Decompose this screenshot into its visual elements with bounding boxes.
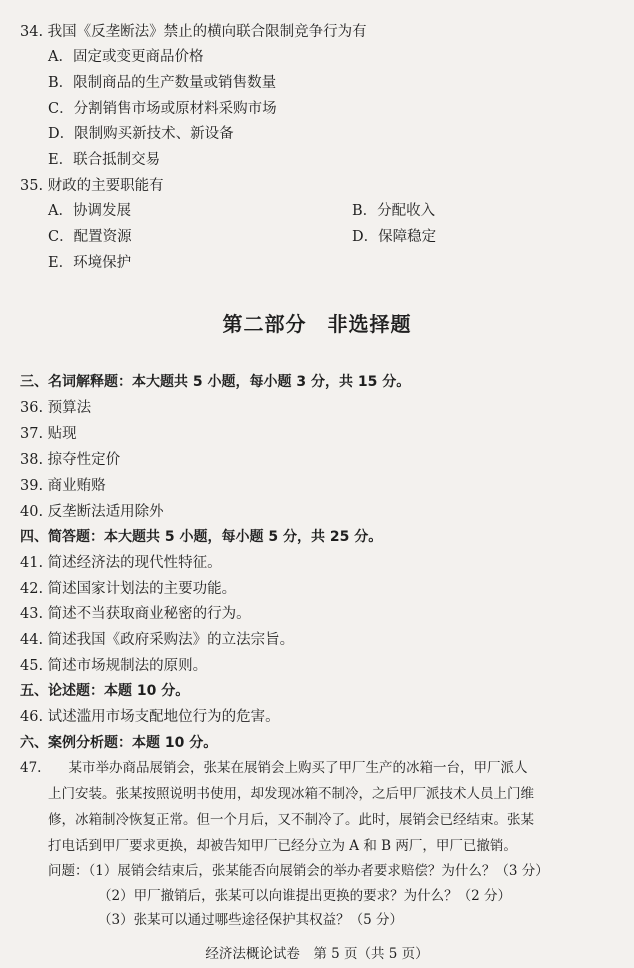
q34-option-c: C．分割销售市场或原材料采购市场 [48,101,277,117]
q43: 43. 简述不当获取商业秘密的行为。 [20,606,251,622]
part-title: 第二部分 非选择题 [222,312,412,336]
q46: 46. 试述滥用市场支配地位行为的危害。 [20,709,280,725]
q35-option-c: C．配置资源 [48,229,132,245]
q35-option-d: D．保障稳定 [352,229,437,245]
q35-option-e: E．环境保护 [48,255,132,271]
q34-option-e: E．联合抵制交易 [48,152,161,168]
case-line-4: 打电话到甲厂要求更换，却被告知甲厂已经分立为 A 和 B 两厂，甲厂已撤销。 [48,838,517,854]
case-question-2: （2）甲厂撤销后，张某可以向谁提出更换的要求？为什么？（2 分） [98,888,511,904]
case-question-3: （3）张某可以通过哪些途径保护其权益？（5 分） [98,912,403,928]
case-line-3: 修，冰箱制冷恢复正常。但一个月后，又不制冷了。此时，展销会已经结束。张某 [48,812,534,828]
q40: 40. 反垄断法适用除外 [20,504,164,520]
q44: 44. 简述我国《政府采购法》的立法宗旨。 [20,632,295,648]
case-line-2: 上门安装。张某按照说明书使用，却发现冰箱不制冷，之后甲厂派技术人员上门维 [48,786,534,802]
q39: 39. 商业贿赂 [20,478,106,494]
q34-stem: 34. 我国《反垄断法》禁止的横向联合限制竞争行为有 [20,24,367,40]
case-question-1: 问题：（1）展销会结束后，张某能否向展销会的举办者要求赔偿？为什么？（3 分） [48,863,549,879]
q45: 45. 简述市场规制法的原则。 [20,658,208,674]
section-6-header: 六、案例分析题：本题 10 分。 [20,735,218,751]
section-4-header: 四、简答题：本大题共 5 小题，每小题 5 分，共 25 分。 [20,529,383,545]
q35-option-a: A．协调发展 [48,203,131,219]
case-line-1: 47. 某市举办商品展销会，张某在展销会上购买了甲厂生产的冰箱一台，甲厂派人 [20,760,528,776]
section-3-header: 三、名词解释题：本大题共 5 小题，每小题 3 分，共 15 分。 [20,374,411,390]
q37: 37. 贴现 [20,426,77,442]
q34-option-d: D．限制购买新技术、新设备 [48,126,234,142]
q34-option-a: A．固定或变更商品价格 [48,49,204,65]
q38: 38. 掠夺性定价 [20,452,121,468]
q36: 36. 预算法 [20,400,92,416]
q35-option-b: B．分配收入 [352,203,436,219]
q41: 41. 简述经济法的现代性特征。 [20,555,222,571]
section-5-header: 五、论述题：本题 10 分。 [20,683,190,699]
q34-option-b: B．限制商品的生产数量或销售数量 [48,75,277,91]
page-footer: 经济法概论试卷 第 5 页（共 5 页） [205,946,429,962]
q42: 42. 简述国家计划法的主要功能。 [20,581,237,597]
q35-stem: 35. 财政的主要职能有 [20,178,164,194]
